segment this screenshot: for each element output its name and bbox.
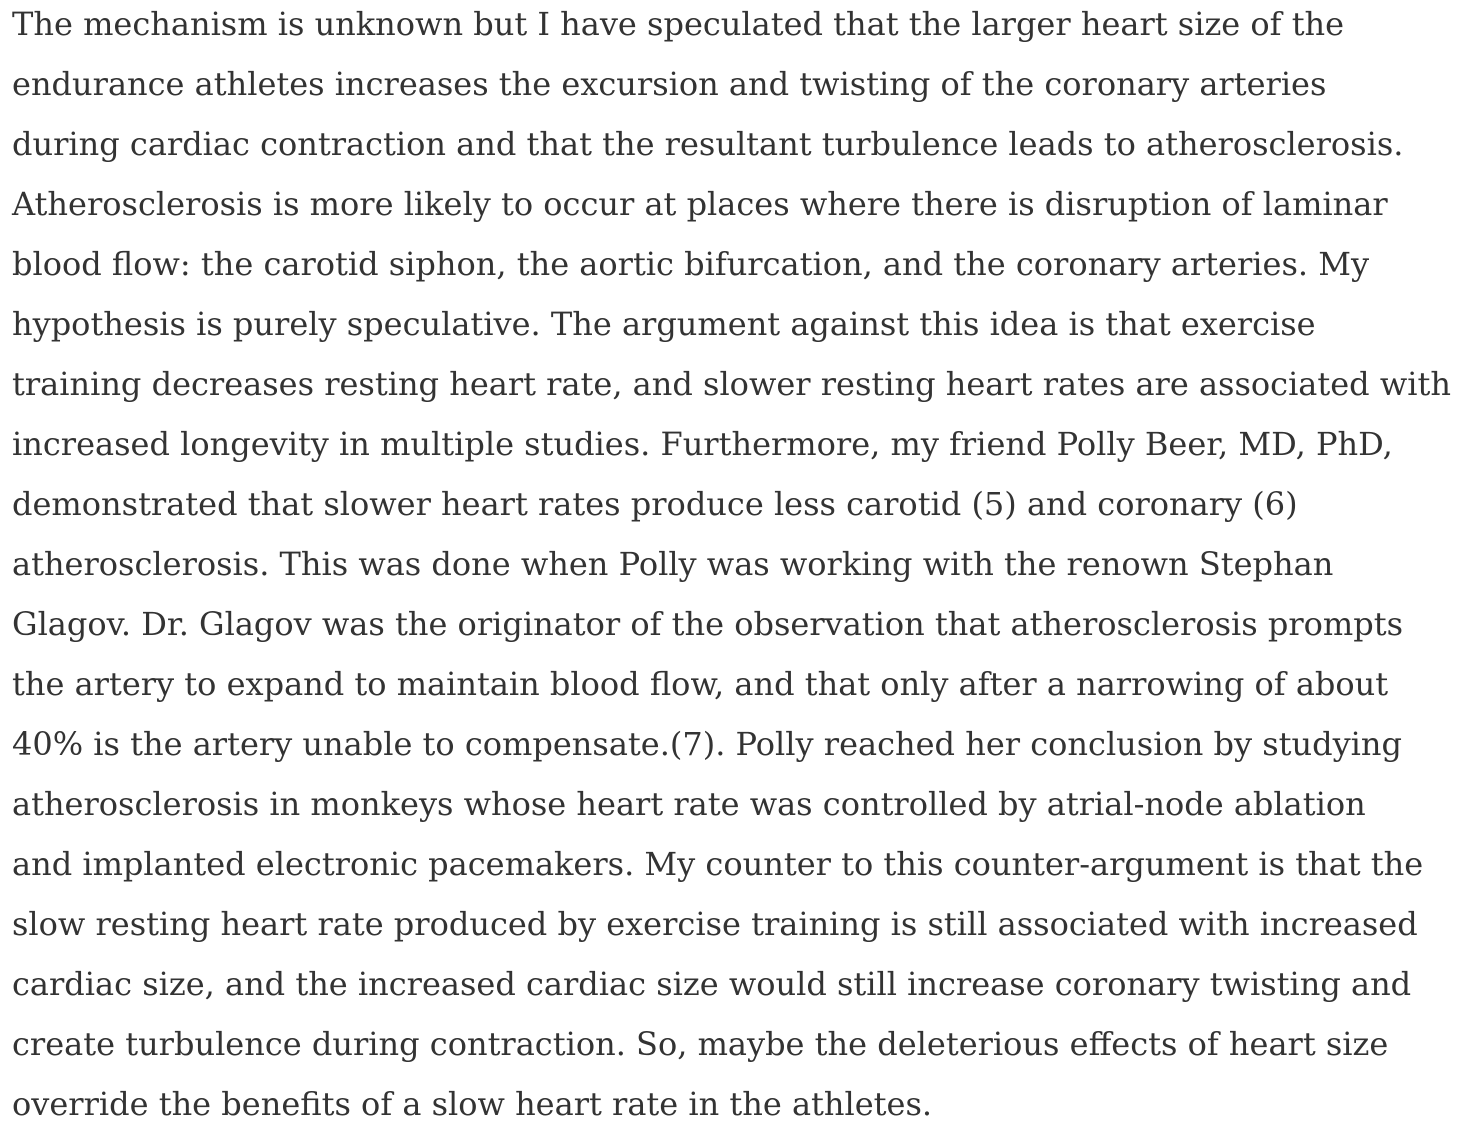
paragraph-line: atherosclerosis in monkeys whose heart rate was controlled by atrial-node ablation [12, 785, 1366, 823]
paragraph-line: and implanted electronic pacemakers. My counter to this counter-argument is that the [12, 845, 1424, 883]
paragraph-line: during cardiac contraction and that the resultant turbulence leads to atherosclerosis. [12, 125, 1404, 163]
paragraph-line: slow resting heart rate produced by exercise training is still associated with increased [12, 905, 1418, 943]
paragraph-line: hypothesis is purely speculative. The argument against this idea is that exercise [12, 305, 1316, 343]
paragraph-line: create turbulence during contraction. So, maybe the deleterious effects of heart size [12, 1025, 1389, 1063]
paragraph-line: 40% is the artery unable to compensate.(7). Polly reached her conclusion by studying [12, 725, 1402, 763]
paragraph-line: demonstrated that slower heart rates produce less carotid (5) and coronary (6) [12, 485, 1298, 523]
article-body [12, 0, 1472, 1140]
paragraph-line: override the benefits of a slow heart rate in the athletes. [12, 1085, 933, 1123]
paragraph-line: Atherosclerosis is more likely to occur at places where there is disruption of laminar [12, 185, 1388, 223]
paragraph-line: endurance athletes increases the excursion and twisting of the coronary arteries [12, 65, 1327, 103]
paragraph-line: The mechanism is unknown but I have speculated that the larger heart size of the [12, 5, 1345, 43]
paragraph-line: blood flow: the carotid siphon, the aortic bifurcation, and the coronary arteries. My [12, 245, 1370, 283]
paragraph-line: cardiac size, and the increased cardiac size would still increase coronary twisting and [12, 965, 1412, 1003]
paragraph-line: Glagov. Dr. Glagov was the originator of the observation that atherosclerosis prompts [12, 605, 1404, 643]
paragraph-line: the artery to expand to maintain blood flow, and that only after a narrowing of about [12, 665, 1389, 703]
paragraph-line: training decreases resting heart rate, and slower resting heart rates are associated with [12, 365, 1451, 403]
paragraph-line: atherosclerosis. This was done when Polly was working with the renown Stephan [12, 545, 1334, 583]
paragraph-line: increased longevity in multiple studies. Furthermore, my friend Polly Beer, MD, PhD, [12, 425, 1393, 463]
